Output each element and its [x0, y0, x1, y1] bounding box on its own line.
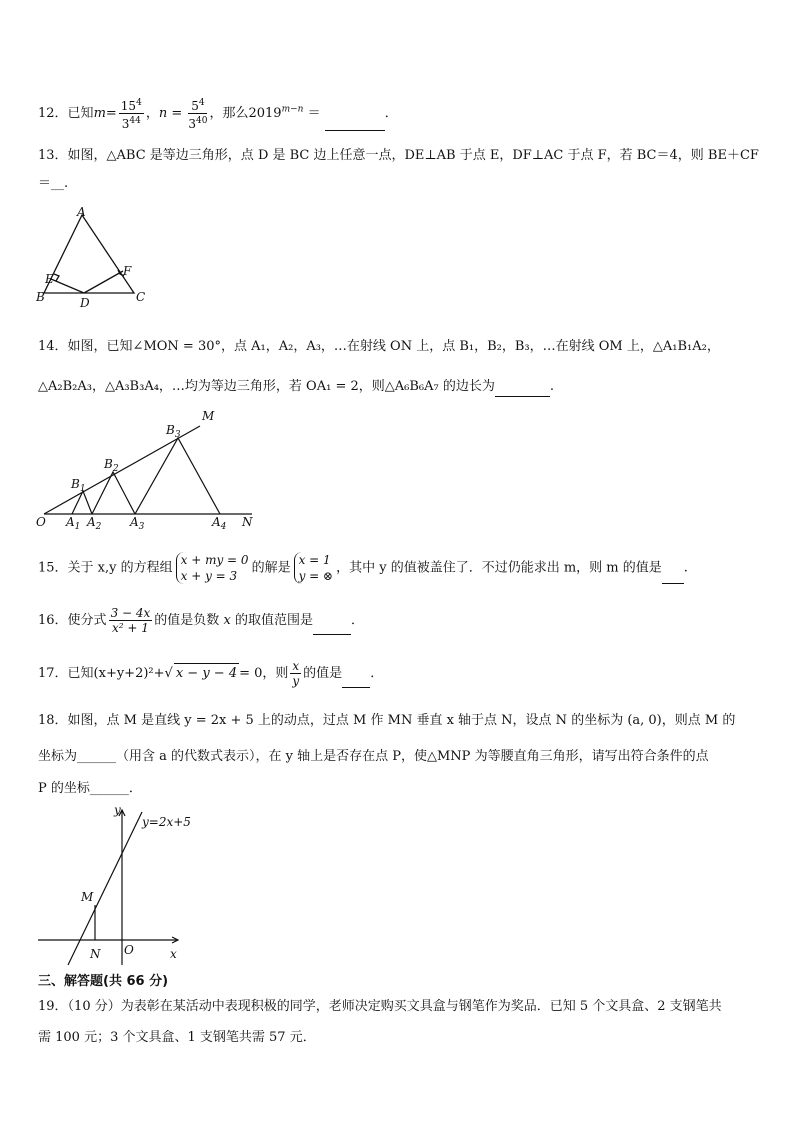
label-a4: $A_4$	[212, 515, 227, 532]
fraction-numerator: 3 − 4x	[110, 606, 151, 620]
fraction-17	[290, 659, 301, 688]
section-heading: 三、解答题(共 66 分)	[38, 974, 169, 989]
question-number: 16．	[38, 613, 68, 628]
segment-df	[84, 271, 123, 293]
var-m: m	[93, 106, 106, 121]
triangle-3	[135, 438, 220, 514]
n-numerator: 5	[191, 99, 199, 113]
question-number: 12．	[38, 106, 68, 121]
q18-text-2: 坐标为______（用含 a 的代数式表示），在 y 轴上是否存在点 P，使△MNP 为等腰直角三角形，请写出符合条件的点	[38, 749, 709, 764]
fraction-denominator: x² + 1	[111, 621, 149, 635]
n-numerator-exp: 4	[198, 98, 205, 108]
sqrt-expression: x − y − 4	[174, 663, 239, 684]
question-13	[38, 146, 759, 166]
q14-text-1: 如图，已知∠MON = 30°，点 A₁，A₂，A₃，…在射线 ON 上，点 B₁，B₂，B₃，…在射线 OM 上，△A₁B₁A₂，	[67, 339, 720, 354]
q18-text-3: P 的坐标______．	[38, 781, 142, 796]
q18-figure	[30, 800, 200, 970]
label-b: B	[36, 290, 45, 304]
equation-1: x + my = 0	[180, 553, 249, 567]
m-numerator: 15	[120, 99, 137, 113]
label-c: C	[136, 290, 146, 304]
q13-text: 如图，△ABC 是等边三角形，点 D 是 BC 边上任意一点，DE⊥AB 于点 E，DF⊥AC 于点 F，若 BC＝4，则 BE＋CF	[67, 148, 759, 163]
q16-text-3: 的取值范围是	[234, 613, 313, 628]
label-line: y=2x+5	[142, 815, 191, 829]
q16-text-2: 的值是负数	[154, 613, 220, 628]
question-15: 15．关于 x,y 的方程组 x + my = 0 x + y = 3 的解是 x = 1 y = ⊗ ，其中 y 的值被盖住了．不过仍能求出 m，则 m 的值是 .	[38, 553, 688, 583]
m-denominator-exp: 44	[129, 116, 141, 126]
power-base: 2019	[248, 106, 282, 121]
question-number: 13．	[38, 148, 68, 163]
solution-y: y = ⊗	[298, 569, 334, 583]
answer-blank	[325, 118, 385, 131]
label-b2: $B_2$	[104, 457, 119, 474]
question-number: 15．	[38, 560, 68, 576]
label-d: D	[80, 296, 90, 310]
question-number: 17．	[38, 666, 68, 681]
answer-blank	[342, 675, 370, 688]
var-n: n	[158, 106, 168, 121]
q18-text-1: 如图，点 M 是直线 y = 2x + 5 上的动点，过点 M 作 MN 垂直 x 轴于点 N，设点 N 的坐标为 (a, 0)，则点 M 的	[67, 713, 736, 728]
fraction-numerator: x	[292, 659, 300, 673]
q14-text-2: △A₂B₂A₃，△A₃B₃A₄，…均为等边三角形，若 OA₁ = 2，则△A₆B₆A₇ 的边长为	[38, 379, 495, 394]
q12-text: 已知	[67, 106, 94, 121]
m-numerator-exp: 4	[136, 98, 142, 108]
question-13-cont	[38, 174, 68, 194]
answer-blank	[313, 622, 351, 635]
segment-de	[51, 279, 84, 293]
label-b1: $B_1$	[71, 477, 86, 494]
q15-text-2: 的解是	[251, 560, 291, 576]
question-17: 17．已知(x+y+2)²+√ x − y − 4 = 0，则 $\frac{x}{y}$ 的值是 ．	[38, 659, 384, 688]
triangle-1	[72, 491, 92, 514]
var-x: x	[223, 613, 231, 628]
question-19: 19．（10 分）为表彰在某活动中表现积极的同学，老师决定购买文具盒与钢笔作为奖品．已知 5 个文具盒、2 支钢笔共	[38, 999, 722, 1014]
power-exponent: m−n	[281, 104, 304, 115]
triangle-2	[92, 472, 135, 514]
q13-figure	[30, 205, 160, 315]
label-a: A	[77, 205, 86, 219]
q12-equals: ＝	[307, 106, 321, 121]
question-number: 14．	[38, 339, 68, 354]
q12-text-2: ，那么	[209, 106, 249, 121]
label-o: O	[124, 943, 134, 957]
label-a1: $A_1$	[66, 515, 81, 532]
question-16: 16．使分式 $\frac{3 - 4x}{\text{x² + 1}}$ 的值是负数 x 的取值范围是 ．	[38, 606, 364, 635]
fraction-16	[109, 606, 153, 635]
label-b3: $B_3$	[166, 423, 181, 440]
question-14-cont: △A₂B₂A₃，△A₃B₃A₄，…均为等边三角形，若 OA₁ = 2，则△A₆B₆A₇ 的边长为 .	[38, 377, 554, 397]
label-f: F	[123, 264, 132, 278]
label-o: O	[36, 515, 46, 529]
answer-blank	[662, 571, 684, 584]
equation-2: x + y = 3	[180, 569, 238, 583]
n-denominator-exp: 40	[196, 116, 208, 126]
answer-blank	[495, 384, 550, 397]
label-e: E	[45, 272, 54, 286]
question-18-cont	[38, 747, 709, 767]
q15-text-3: ，其中 y 的值被盖住了．不过仍能求出 m，则 m 的值是	[336, 560, 662, 576]
q13-text-cont: ＝__.	[38, 176, 69, 191]
label-y-axis: y	[114, 803, 121, 817]
label-n: N	[242, 515, 253, 529]
label-a3: $A_3$	[130, 515, 145, 532]
label-x-axis: x	[170, 947, 177, 961]
question-18-cont-2	[38, 779, 142, 799]
equation-system	[176, 552, 249, 584]
fraction-n	[188, 96, 207, 131]
label-m: M	[202, 409, 215, 423]
q15-text-1: 关于 x,y 的方程组	[67, 560, 173, 576]
question-number: 18．	[38, 713, 68, 728]
question-14	[38, 337, 720, 357]
q17-text-2: = 0，则	[239, 666, 289, 681]
question-18	[38, 711, 735, 731]
label-a2: $A_2$	[87, 515, 102, 532]
fraction-m	[119, 96, 144, 131]
m-denominator: 3	[121, 117, 130, 131]
label-n: N	[90, 947, 101, 961]
solution-system	[294, 552, 334, 584]
solution-x: x = 1	[298, 553, 331, 567]
q16-text-1: 使分式	[67, 613, 107, 628]
q17-text-1: 已知(x+y+2)²+	[67, 666, 165, 681]
q17-text-3: 的值是	[303, 666, 343, 681]
n-denominator: 3	[188, 117, 197, 131]
question-12: 12．已知m= $\frac{15^4}{3^{44}}$ ，n = $\frac{5^4}{3^{40}}$ ，那么$2019^{m-n}$ ＝ ．	[38, 98, 398, 131]
fraction-denominator: y	[292, 674, 300, 688]
question-19-cont: 需 100 元；3 个文具盒、1 支钢笔共需 57 元．	[38, 1030, 316, 1045]
label-m: M	[81, 890, 94, 904]
q14-figure	[30, 400, 270, 535]
